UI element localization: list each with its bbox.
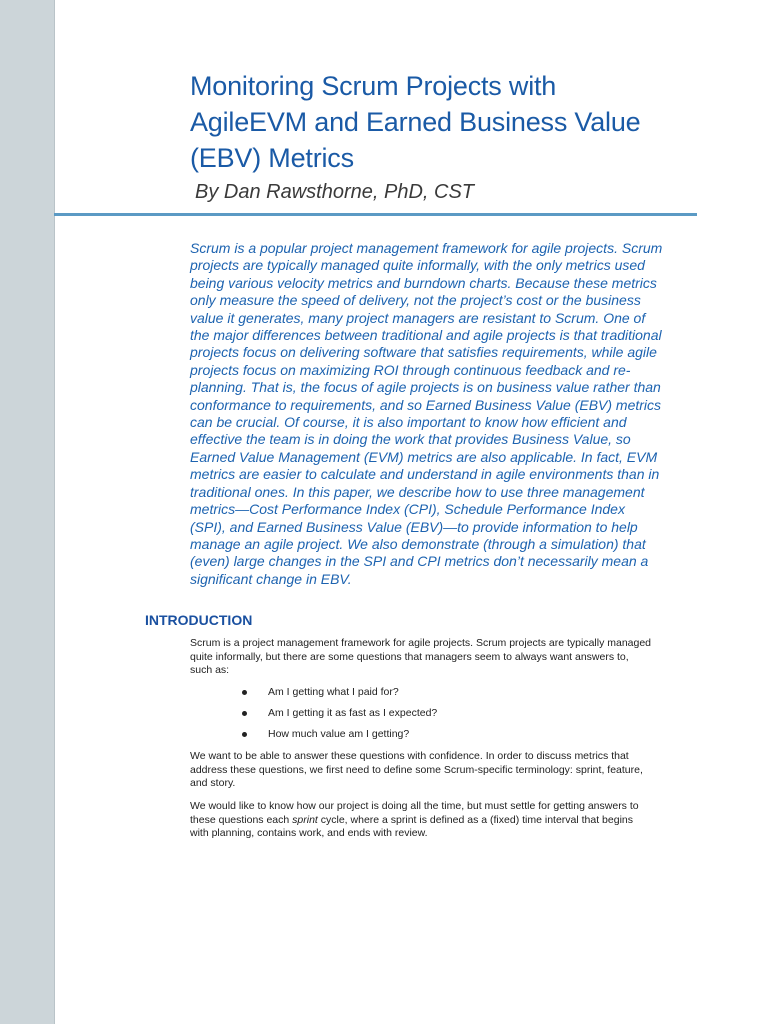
title-divider — [54, 213, 697, 216]
paragraph-line: We would like to know how our project is doing all the time, but must settle for getting answers to — [190, 800, 639, 812]
margin-strip-edge — [54, 0, 55, 1024]
paragraph-line: We want to be able to answer these questions with confidence. In order to discuss metrics that — [190, 750, 629, 762]
abstract-line: projects focus on delivering software that satisfies requirements, while agile — [190, 344, 657, 361]
intro-paragraph-3 — [190, 800, 710, 841]
question-list — [190, 686, 437, 749]
abstract-line: effective the team is in doing the work that provides Business Value, so — [190, 431, 631, 448]
abstract-line: metrics—Cost Performance Index (CPI), Schedule Performance Index — [190, 501, 625, 518]
abstract-line: being various velocity metrics and burndown charts. Because these metrics — [190, 274, 657, 291]
list-item — [190, 686, 437, 707]
abstract-line: traditional ones. In this paper, we describe how to use three management — [190, 483, 645, 500]
bullet-dot — [242, 690, 247, 695]
title-line: AgileEVM and Earned Business Value — [190, 107, 641, 137]
abstract-line: significant change in EBV. — [190, 570, 352, 587]
text-run: cycle, where a sprint is defined as a (fixed) time interval that begins — [317, 813, 633, 826]
title-line: (EBV) Metrics — [190, 143, 354, 173]
list-item-text: How much value am I getting? — [268, 728, 410, 740]
abstract-line: (SPI), and Earned Business Value (EBV)—to provide information to help — [190, 518, 638, 535]
paragraph-line: with planning, contains work, and ends with review. — [190, 827, 428, 840]
intro-paragraph-2 — [190, 750, 710, 791]
list-item — [190, 728, 437, 749]
list-item-text: Am I getting what I paid for? — [268, 686, 399, 698]
abstract-line: projects focus on maximizing ROI through continuous feedback and re- — [190, 361, 631, 378]
bullet-dot — [242, 732, 247, 737]
paragraph-line — [190, 814, 710, 828]
author-byline: By Dan Rawsthorne, PhD, CST — [195, 181, 474, 203]
abstract-line: (even) large changes in the SPI and CPI metrics don’t necessarily mean a — [190, 553, 649, 570]
abstract-line: projects are typically managed quite informally, with the only metrics used — [190, 257, 645, 274]
abstract-line: can be crucial. Of course, it is also important to know how efficient and — [190, 414, 627, 431]
abstract-line: conformance to requirements, and so Earned Business Value (EBV) metrics — [190, 396, 662, 413]
abstract-line: the major differences between traditional and agile projects is that traditional — [190, 327, 662, 344]
section-heading-introduction: INTRODUCTION — [145, 612, 253, 628]
abstract-line: planning. That is, the focus of agile projects is on business value rather than — [190, 379, 661, 396]
paragraph-line: such as: — [190, 664, 230, 677]
paragraph-line: Scrum is a project management framework for agile projects. Scrum projects are typically managed — [190, 637, 652, 649]
abstract-line: metrics are easier to calculate and understand in agile environments than in — [190, 466, 660, 483]
paragraph-line: and story. — [190, 777, 236, 790]
left-margin-strip — [0, 0, 54, 1024]
title-line: Monitoring Scrum Projects with — [190, 71, 557, 101]
list-item-text: Am I getting it as fast as I expected? — [268, 707, 438, 719]
paragraph-line: quite informally, but there are some questions that managers seem to always want answers to, — [190, 650, 629, 663]
bullet-dot — [242, 711, 247, 716]
emphasized-term-sprint: sprint — [292, 813, 318, 826]
paragraph-line: address these questions, we first need to define some Scrum-specific terminology: sprint, feature, — [190, 763, 643, 776]
abstract — [190, 240, 710, 588]
text-run: these questions each — [190, 813, 293, 826]
abstract-line: value it generates, many project managers are resistant to Scrum. One of — [190, 309, 646, 326]
intro-paragraph-1 — [190, 637, 710, 678]
abstract-line: only measure the speed of delivery, not the project’s cost or the business — [190, 292, 641, 309]
list-item — [190, 707, 437, 728]
abstract-line: Earned Value Management (EVM) metrics are also applicable. In fact, EVM — [190, 448, 658, 465]
abstract-line: manage an agile project. We also demonstrate (through a simulation) that — [190, 535, 646, 552]
document-title — [190, 68, 730, 176]
abstract-line: Scrum is a popular project management framework for agile projects. Scrum — [190, 240, 663, 256]
